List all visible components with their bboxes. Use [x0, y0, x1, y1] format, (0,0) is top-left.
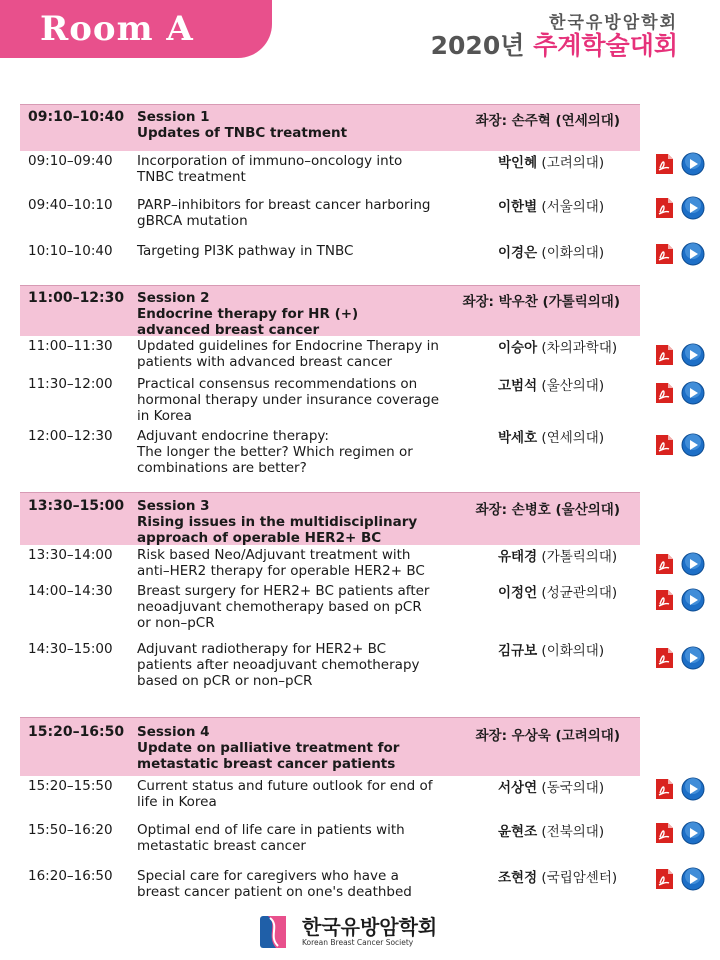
session-title-line: metastatic breast cancer patients — [137, 756, 396, 772]
talk-title-line: Adjuvant radiotherapy for HER2+ BC — [137, 641, 387, 657]
session-title-line: approach of operable HER2+ BC — [137, 530, 382, 546]
talk-time: 13:30–14:00 — [28, 547, 113, 563]
talk-speaker — [498, 374, 604, 394]
talk-title-line: patients after neoadjuvant chemotherapy — [137, 657, 420, 673]
talk-title-line: metastatic breast cancer — [137, 838, 306, 854]
talk-title — [137, 376, 467, 424]
talk-title-line: Targeting PI3K pathway in TNBC — [137, 243, 354, 259]
pdf-download-icon[interactable] — [653, 778, 675, 800]
talk-row — [20, 545, 640, 581]
play-video-icon[interactable] — [681, 777, 705, 801]
schedule-table — [20, 104, 640, 916]
session-title-line: Update on palliative treatment for — [137, 740, 400, 756]
speaker-affiliation: (동국의대) — [541, 780, 605, 796]
talk-row — [20, 195, 640, 241]
talk-title-line: Breast surgery for HER2+ BC patients after — [137, 583, 430, 599]
talk-title-line: based on pCR or non–pCR — [137, 673, 313, 689]
speaker-name: 서상연 — [498, 780, 538, 796]
speaker-affiliation: (국립암센터) — [541, 870, 618, 886]
play-video-icon[interactable] — [681, 196, 705, 220]
talk-row — [20, 639, 640, 699]
pdf-download-icon[interactable] — [653, 434, 675, 456]
session-title-line: Session 3 — [137, 498, 210, 514]
session-time: 13:30–15:00 — [28, 498, 125, 514]
talk-title — [137, 641, 467, 689]
talk-title — [137, 338, 467, 370]
talk-time: 11:00–11:30 — [28, 338, 113, 354]
talk-speaker — [498, 820, 604, 840]
speaker-name: 조현정 — [498, 870, 538, 886]
speaker-affiliation: (이화의대) — [541, 245, 605, 261]
session-title — [137, 290, 497, 338]
talk-speaker — [498, 241, 604, 261]
room-label: Room A — [0, 0, 272, 58]
talk-title-line: Incorporation of immuno–oncology into — [137, 153, 403, 169]
talk-row — [20, 866, 640, 916]
talk-title-line: PARP–inhibitors for breast cancer harboring — [137, 197, 431, 213]
play-video-icon[interactable] — [681, 152, 705, 176]
speaker-affiliation: (성균관의대) — [541, 585, 618, 601]
talk-time: 09:40–10:10 — [28, 197, 113, 213]
session-title — [137, 109, 497, 141]
session-title — [137, 724, 497, 772]
talk-time: 15:20–15:50 — [28, 778, 113, 794]
talk-row — [20, 820, 640, 866]
play-video-icon[interactable] — [681, 646, 705, 670]
session-title-line: Session 1 — [137, 109, 210, 125]
talk-title-line: hormonal therapy under insurance coverage — [137, 392, 440, 408]
talk-title-line: breast cancer patient on one's deathbed — [137, 884, 412, 900]
speaker-name: 윤현조 — [498, 824, 538, 840]
talk-title-line: TNBC treatment — [137, 169, 246, 185]
talk-speaker — [498, 151, 604, 171]
session-header — [20, 285, 640, 336]
speaker-name: 이경은 — [498, 245, 538, 261]
session-time: 11:00–12:30 — [28, 290, 125, 306]
session-title-line: Endocrine therapy for HR (+) — [137, 306, 359, 322]
play-video-icon[interactable] — [681, 381, 705, 405]
session-title-line: Rising issues in the multidisciplinary — [137, 514, 418, 530]
talk-title-line: Risk based Neo/Adjuvant treatment with — [137, 547, 411, 563]
talk-speaker — [498, 866, 617, 886]
session-chair: 좌장: 손병호 (울산의대) — [475, 502, 620, 518]
session-header — [20, 492, 640, 545]
speaker-affiliation: (서울의대) — [541, 199, 605, 215]
talk-title — [137, 583, 467, 631]
play-video-icon[interactable] — [681, 867, 705, 891]
society-logo-icon — [260, 914, 294, 950]
speaker-name: 김규보 — [498, 643, 538, 659]
talk-speaker — [498, 581, 617, 601]
session-chair: 좌장: 우상욱 (고려의대) — [475, 728, 620, 744]
pdf-download-icon[interactable] — [653, 197, 675, 219]
talk-title-line: The longer the better? Which regimen or — [137, 444, 413, 460]
session-chair: 좌장: 손주혁 (연세의대) — [475, 113, 620, 129]
speaker-name: 이한별 — [498, 199, 538, 215]
talk-row — [20, 336, 640, 374]
speaker-affiliation: (연세의대) — [541, 430, 605, 446]
talk-row — [20, 426, 640, 488]
pdf-download-icon[interactable] — [653, 243, 675, 265]
talk-row — [20, 374, 640, 426]
session-title-line: Updates of TNBC treatment — [137, 125, 348, 141]
talk-title-line: Special care for caregivers who have a — [137, 868, 399, 884]
talk-speaker — [498, 639, 604, 659]
play-video-icon[interactable] — [681, 343, 705, 367]
talk-title-line: anti–HER2 therapy for operable HER2+ BC — [137, 563, 425, 579]
session-title-line: Session 2 — [137, 290, 210, 306]
pdf-download-icon[interactable] — [653, 553, 675, 575]
talk-time: 11:30–12:00 — [28, 376, 113, 392]
pdf-download-icon[interactable] — [653, 382, 675, 404]
talk-time: 10:10–10:40 — [28, 243, 113, 259]
talk-speaker — [498, 545, 617, 565]
talk-title-line: life in Korea — [137, 794, 217, 810]
conference-name: 추계학술대회 — [533, 31, 678, 60]
talk-title-line: gBRCA mutation — [137, 213, 248, 229]
talk-row — [20, 581, 640, 639]
footer-logo — [260, 914, 437, 950]
play-video-icon[interactable] — [681, 588, 705, 612]
session-title — [137, 498, 497, 546]
talk-title — [137, 868, 467, 900]
conference-title — [431, 26, 678, 62]
talk-title — [137, 197, 467, 229]
talk-title-line: combinations are better? — [137, 460, 307, 476]
speaker-affiliation: (이화의대) — [541, 643, 605, 659]
pdf-download-icon[interactable] — [653, 647, 675, 669]
talk-time: 15:50–16:20 — [28, 822, 113, 838]
talk-row — [20, 241, 640, 277]
session-header — [20, 717, 640, 776]
play-video-icon[interactable] — [681, 242, 705, 266]
talk-time: 16:20–16:50 — [28, 868, 113, 884]
session-title-line: Session 4 — [137, 724, 210, 740]
talk-title — [137, 428, 467, 476]
pdf-download-icon[interactable] — [653, 153, 675, 175]
speaker-name: 유태경 — [498, 549, 538, 565]
talk-title-line: Current status and future outlook for end of — [137, 778, 433, 794]
talk-title-line: or non–pCR — [137, 615, 215, 631]
speaker-affiliation: (가톨릭의대) — [541, 549, 618, 565]
talk-time: 14:00–14:30 — [28, 583, 113, 599]
talk-speaker — [498, 776, 604, 796]
footer-society-name: 한국유방암학회 — [302, 915, 438, 939]
footer-society-english: Korean Breast Cancer Society — [302, 938, 414, 947]
play-video-icon[interactable] — [681, 433, 705, 457]
talk-title-line: in Korea — [137, 408, 192, 424]
talk-title-line: neoadjuvant chemotherapy based on pCR — [137, 599, 422, 615]
talk-title-line: Optimal end of life care in patients with — [137, 822, 405, 838]
speaker-affiliation: (울산의대) — [541, 378, 605, 394]
play-video-icon[interactable] — [681, 552, 705, 576]
talk-title — [137, 778, 467, 810]
session-time: 09:10–10:40 — [28, 109, 125, 125]
talk-row — [20, 776, 640, 820]
pdf-download-icon[interactable] — [653, 868, 675, 890]
talk-row — [20, 151, 640, 195]
talk-speaker — [498, 336, 617, 356]
speaker-name: 이승아 — [498, 340, 538, 356]
session-chair: 좌장: 박우찬 (가톨릭의대) — [462, 294, 620, 310]
conference-year: 2020년 — [430, 31, 525, 60]
speaker-affiliation: (고려의대) — [541, 155, 605, 171]
talk-title — [137, 822, 467, 854]
talk-title — [137, 243, 467, 259]
session-header — [20, 104, 640, 151]
speaker-name: 박인혜 — [498, 155, 538, 171]
speaker-affiliation: (차의과학대) — [541, 340, 618, 356]
pdf-download-icon[interactable] — [653, 822, 675, 844]
session-title-line: advanced breast cancer — [137, 322, 320, 338]
speaker-affiliation: (전북의대) — [541, 824, 605, 840]
pdf-download-icon[interactable] — [653, 589, 675, 611]
talk-title — [137, 153, 467, 185]
org-name: 한국유방암학회 — [549, 13, 678, 33]
play-video-icon[interactable] — [681, 821, 705, 845]
speaker-name: 이정언 — [498, 585, 538, 601]
talk-time: 09:10–09:40 — [28, 153, 113, 169]
talk-title-line: Practical consensus recommendations on — [137, 376, 418, 392]
talk-title-line: patients with advanced breast cancer — [137, 354, 393, 370]
talk-title — [137, 547, 467, 579]
talk-speaker — [498, 195, 604, 215]
talk-time: 14:30–15:00 — [28, 641, 113, 657]
talk-time: 12:00–12:30 — [28, 428, 113, 444]
talk-speaker — [498, 426, 604, 446]
talk-title-line: Updated guidelines for Endocrine Therapy in — [137, 338, 439, 354]
pdf-download-icon[interactable] — [653, 344, 675, 366]
talk-title-line: Adjuvant endocrine therapy: — [137, 428, 329, 444]
session-time: 15:20–16:50 — [28, 724, 125, 740]
speaker-name: 고범석 — [498, 378, 538, 394]
speaker-name: 박세호 — [498, 430, 538, 446]
